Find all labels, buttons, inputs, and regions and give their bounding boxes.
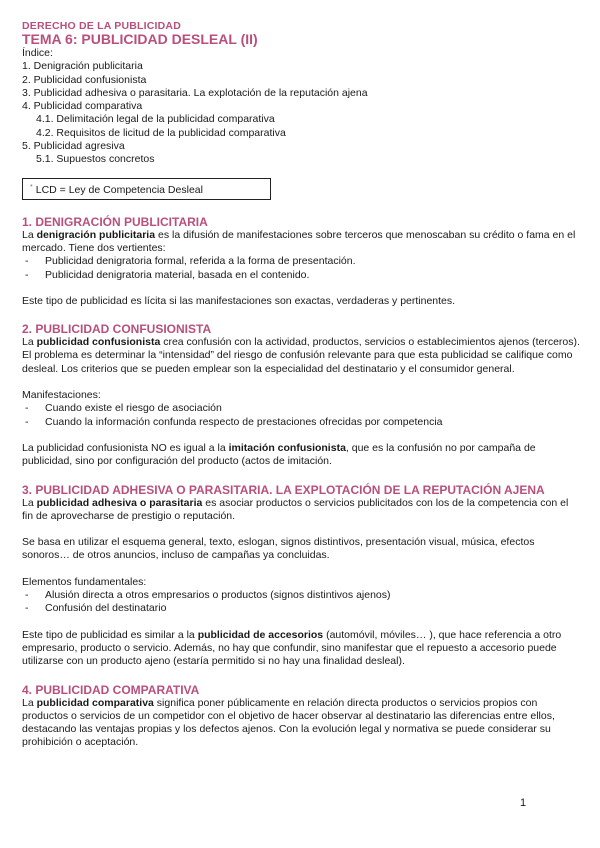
index-item: 2. Publicidad confusionista [22,73,147,86]
section-paragraph: La publicidad adhesiva o parasitaria es asociar productos o servicios publicitados con los de la competencia con el fin de aprovecharse de prestigio o reputación. [22,496,569,522]
page-title: TEMA 6: PUBLICIDAD DESLEAL (II) [22,31,258,47]
list-item: - Publicidad denigratoria formal, referida a la forma de presentación. [25,255,356,268]
section-heading: 2. PUBLICIDAD CONFUSIONISTA [22,322,212,337]
section-paragraph: La publicidad comparativa significa poner públicamente en relación directa productos o servicios propios con productos o servicios de un competidor con el objetivo de hacer observar al destinatario las diferencias entre ellos, destacando las ventajas propias y los defectos ajenos. Con la evolución legal y normativa se puede considerar su prohibición o aceptación. [22,696,555,749]
section-paragraph: La publicidad confusionista crea confusión con la actividad, productos, servicios o establecimientos ajenos (terceros). El problema es determinar la “intensidad” del riesgo de confusión relevante para que esta publicidad se califique como desleal. Los criterios que se pueden emplear son la especialidad del destinatario y el consumidor general. [22,336,580,375]
section-heading: 1. DENIGRACIÓN PUBLICITARIA [22,214,208,229]
section-paragraph: La publicidad confusionista NO es igual a la imitación confusionista, que es la confusión no por campaña de publicidad, sino por configuración del producto (actos de imitación. [22,441,536,468]
section-paragraph: Este tipo de publicidad es similar a la publicidad de accesorios (automóvil, móviles… ), que hace referencia a otro empresario, producto o servicio. Además, no hay que confundir, sino manifestar que el repuesto a accesorio puede utilizarse con un producto ajeno (estaría permitido si no hay una finalidad desleal). [22,628,562,668]
asterisk-mark: * [30,183,33,191]
index-label: Índice: [22,47,53,59]
course-label: DERECHO DE LA PUBLICIDAD [22,20,181,32]
page-number: 1 [520,797,527,809]
list-item: - Alusión directa a otros empresarios o productos (signos distintivos ajenos) [25,589,391,602]
index-subitem: 5.1. Supuestos concretos [36,153,155,166]
index-subitem: 4.2. Requisitos de licitud de la publicidad comparativa [36,126,286,139]
list-item: - Confusión del destinatario [25,602,167,615]
section-paragraph: La denigración publicitaria es la difusión de manifestaciones sobre terceros que menoscaban su crédito o fama en el mercado. Tiene dos vertientes: [22,228,576,254]
section-paragraph: Se basa en utilizar el esquema general, texto, eslogan, signos distintivos, presentación visual, música, efectos sonoros… de otros anuncios, incluso de campañas ya concluidas. [22,536,535,562]
note-text: LCD = Ley de Competencia Desleal [35,183,203,196]
index-item: 3. Publicidad adhesiva o parasitaria. La explotación de la reputación ajena [22,86,368,99]
document-page [22,20,582,750]
list-label: Elementos fundamentales: [22,575,147,588]
index-subitem: 4.1. Delimitación legal de la publicidad comparativa [36,113,275,126]
index-item: 5. Publicidad agresiva [22,140,125,153]
section-paragraph: Este tipo de publicidad es lícita si las manifestaciones son exactas, verdaderas y pertinentes. [22,294,456,307]
index-item: 4. Publicidad comparativa [22,100,143,113]
note-box [22,178,271,200]
list-item: - Cuando la información confunda respecto de prestaciones ofrecidas por competencia [25,415,443,428]
list-label: Manifestaciones: [22,389,101,402]
list-item: - Publicidad denigratoria material, basada en el contenido. [25,268,310,281]
section-heading: 4. PUBLICIDAD COMPARATIVA [22,682,200,697]
list-item: - Cuando existe el riesgo de asociación [25,402,222,415]
index-item: 1. Denigración publicitaria [22,60,143,73]
section-heading: 3. PUBLICIDAD ADHESIVA O PARASITARIA. LA EXPLOTACIÓN DE LA REPUTACIÓN AJENA [22,482,545,497]
